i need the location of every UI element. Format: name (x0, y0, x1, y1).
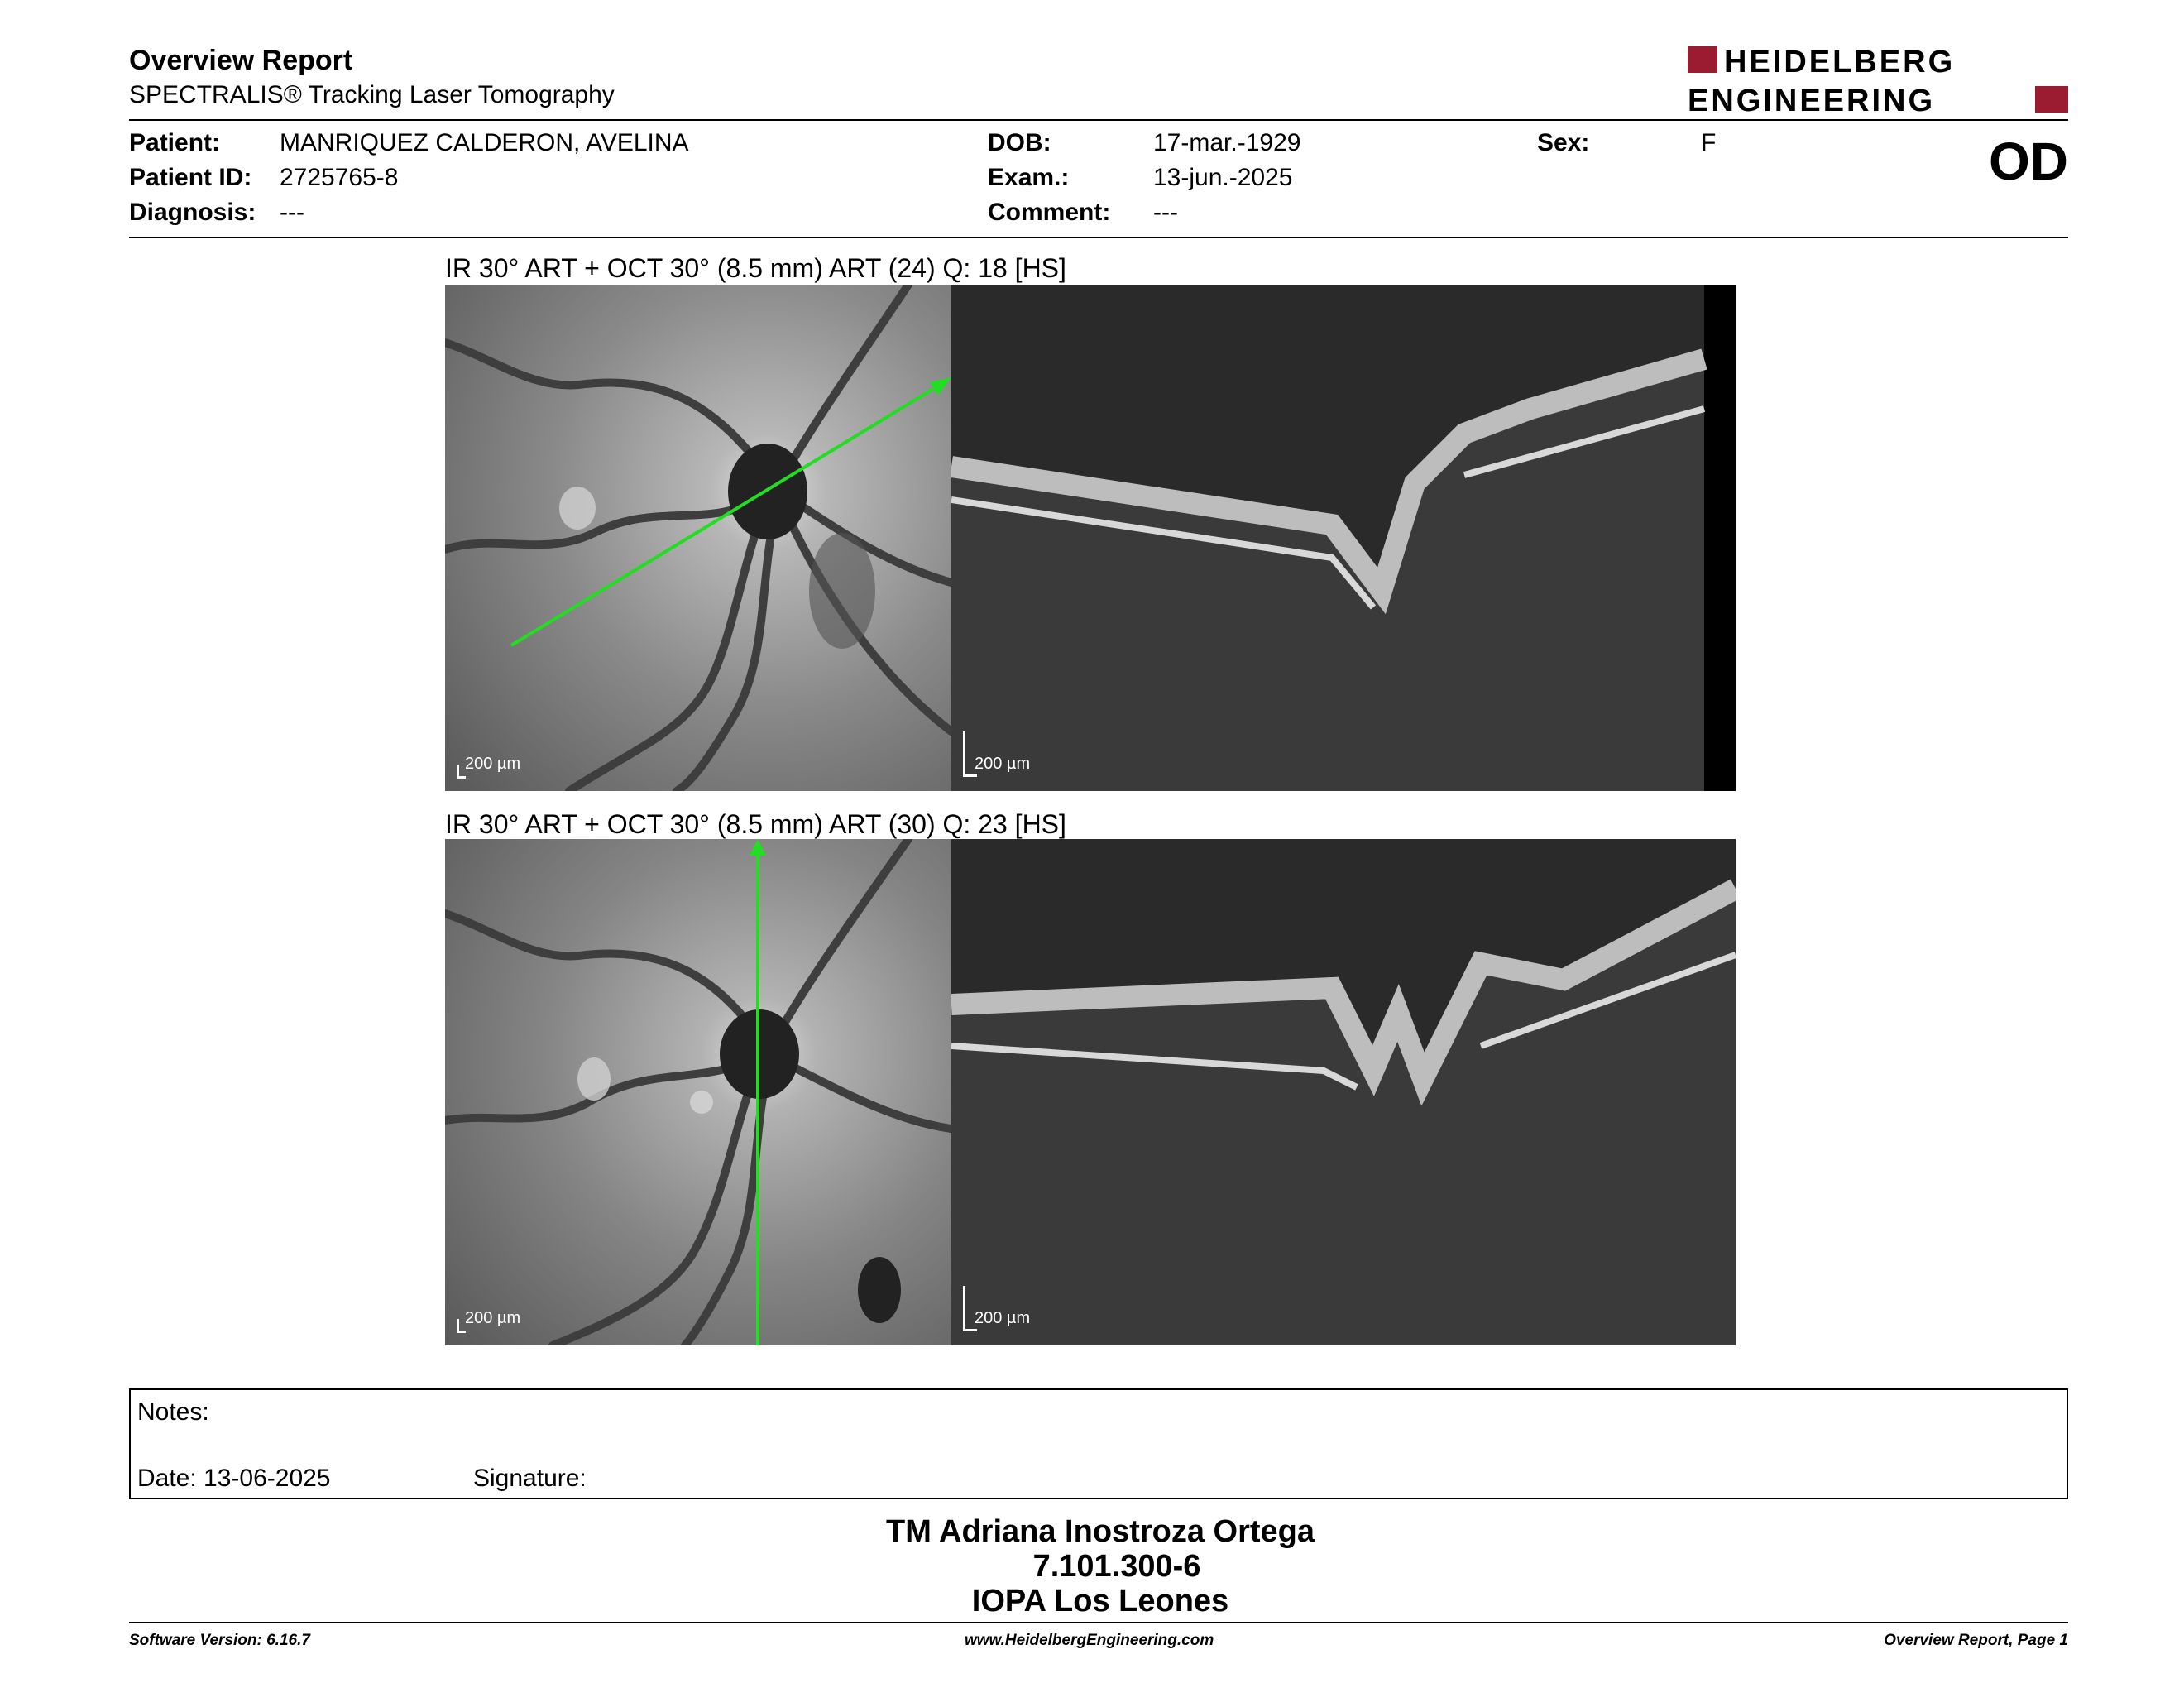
oct-1-layers (951, 285, 1736, 791)
date-label: Date: 13-06-2025 (137, 1465, 331, 1492)
page-number: Overview Report, Page 1 (1884, 1632, 2068, 1649)
diagnosis-label: Diagnosis: (129, 199, 256, 226)
sex-label: Sex: (1537, 129, 1590, 156)
fundus-2-vessels (445, 839, 951, 1345)
oct-1-scale-label: 200 µm (975, 755, 1031, 773)
scan-1-title: IR 30° ART + OCT 30° (8.5 mm) ART (24) Q: 18 [HS] (445, 253, 1066, 283)
scan-1-fundus-image (445, 285, 951, 791)
scan-1-oct-image (951, 285, 1736, 791)
patient-id-label: Patient ID: (129, 164, 252, 191)
sex-value: F (1701, 129, 1717, 156)
heidelberg-logo (1688, 45, 2068, 116)
header-divider (129, 119, 2068, 121)
patient-label: Patient: (129, 129, 221, 156)
diagnosis-value: --- (280, 199, 304, 226)
dob-value: 17-mar.-1929 (1153, 129, 1301, 156)
fundus-2-scale-label: 200 µm (465, 1309, 521, 1327)
oct-2-scale-label: 200 µm (975, 1309, 1031, 1327)
footer-divider (129, 1622, 2068, 1623)
logo-line2: ENGINEERING (1688, 84, 1936, 116)
scan-2-title: IR 30° ART + OCT 30° (8.5 mm) ART (30) Q: 23 [HS] (445, 809, 1066, 839)
eye-label: OD (1989, 132, 2068, 191)
report-title: Overview Report (129, 45, 353, 76)
patient-divider (129, 237, 2068, 238)
scan-2-fundus-image (445, 839, 951, 1345)
oct-2-layers (951, 839, 1736, 1345)
report-subtitle: SPECTRALIS® Tracking Laser Tomography (129, 81, 615, 108)
comment-value: --- (1153, 199, 1178, 226)
logo-line1: HEIDELBERG (1724, 45, 1956, 79)
signer-id: 7.101.300-6 (1032, 1549, 1201, 1584)
exam-label: Exam.: (988, 164, 1070, 191)
fundus-1-vessels (445, 285, 951, 791)
comment-label: Comment: (988, 199, 1111, 226)
fundus-1-scale-label: 200 µm (465, 755, 521, 773)
scan-2-oct-image (951, 839, 1736, 1345)
notes-box (129, 1388, 2068, 1499)
signer-place: IOPA Los Leones (971, 1584, 1229, 1618)
signature-label: Signature: (473, 1465, 587, 1492)
exam-value: 13-jun.-2025 (1153, 164, 1293, 191)
patient-name: MANRIQUEZ CALDERON, AVELINA (280, 129, 689, 156)
website-link: www.HeidelbergEngineering.com (965, 1632, 1214, 1649)
software-version: Software Version: 6.16.7 (129, 1632, 310, 1649)
patient-id: 2725765-8 (280, 164, 399, 191)
notes-label: Notes: (137, 1398, 209, 1426)
signer-name: TM Adriana Inostroza Ortega (886, 1514, 1315, 1549)
dob-label: DOB: (988, 129, 1051, 156)
